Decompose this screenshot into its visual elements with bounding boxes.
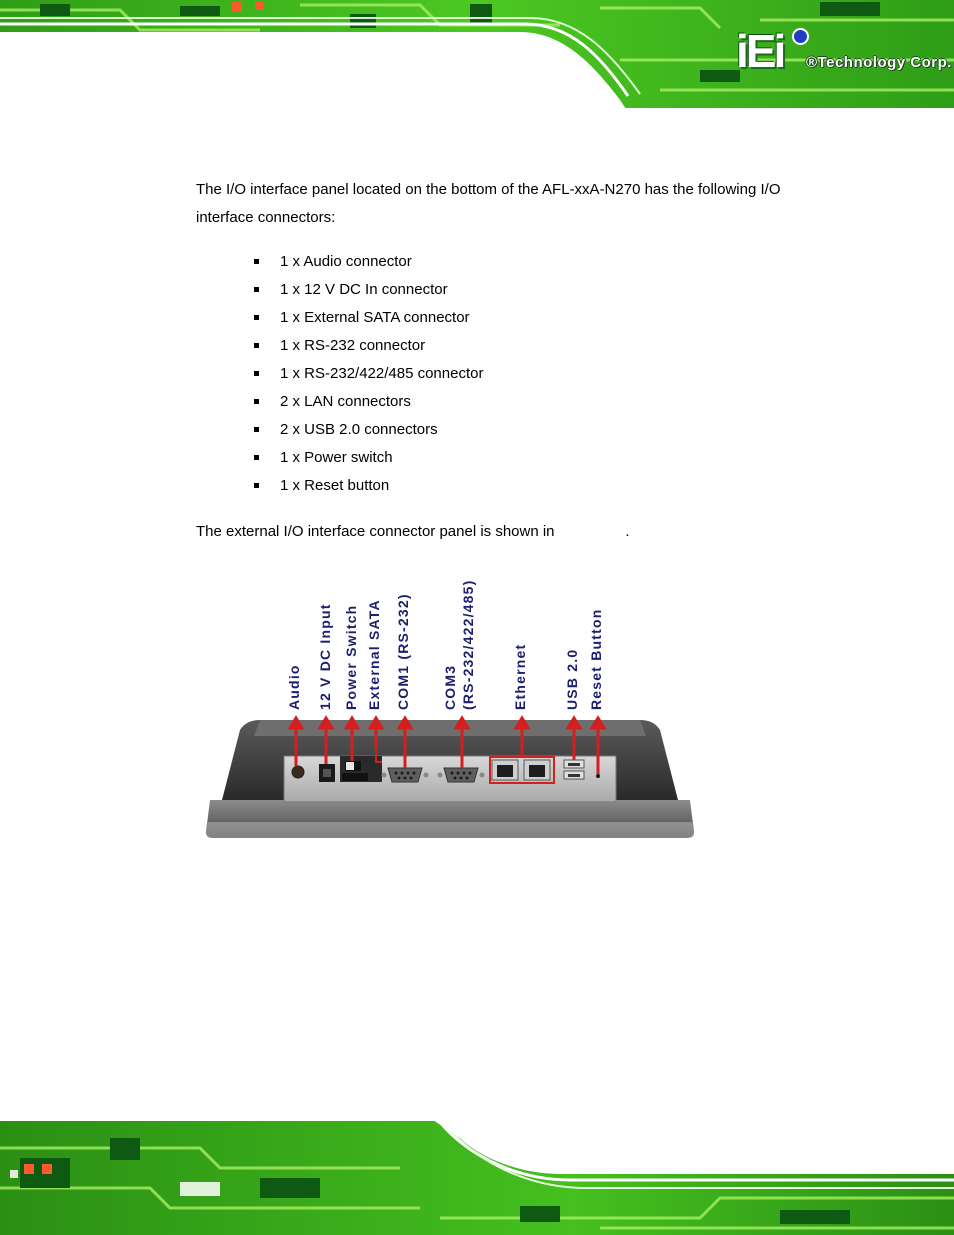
list-item-text: 1 x External SATA connector — [280, 309, 470, 326]
footer-banner — [0, 1118, 954, 1235]
callout-com3: COM3 — [442, 664, 458, 710]
bullet-icon — [254, 371, 259, 376]
logo-dot-icon — [792, 28, 809, 45]
callout-com3-type: (RS-232/422/485) — [460, 579, 476, 710]
bullet-icon — [254, 315, 259, 320]
list-item-text: 1 x RS-232/422/485 connector — [280, 365, 484, 382]
list-item — [252, 308, 483, 336]
panel-note: The external I/O interface connector panel is shown in . — [196, 523, 630, 540]
bullet-icon — [254, 343, 259, 348]
pcb-footer-graphic — [0, 1118, 954, 1235]
intro-paragraph: The I/O interface panel located on the bottom of the AFL-xxA-N270 has the following I/O interface connectors: — [196, 181, 781, 226]
list-item-text: 1 x RS-232 connector — [280, 337, 426, 354]
bullet-icon — [254, 399, 259, 404]
list-item-text: 1 x 12 V DC In connector — [280, 281, 448, 298]
callout-external-sata: External SATA — [366, 599, 382, 710]
list-item-text: 1 x Power switch — [280, 449, 393, 466]
header-banner — [0, 0, 954, 112]
callout-usb: USB 2.0 — [564, 648, 580, 710]
list-item — [252, 364, 483, 392]
callout-power-switch: Power Switch — [343, 604, 359, 710]
list-item — [252, 392, 483, 420]
bullet-icon — [254, 455, 259, 460]
list-item — [252, 476, 483, 504]
logo-mark: iEi — [736, 25, 784, 77]
callout-ethernet: Ethernet — [512, 643, 528, 710]
list-item — [252, 280, 483, 308]
bullet-icon — [254, 483, 259, 488]
callout-dc-input: 12 V DC Input — [317, 603, 333, 710]
list-item-text: 1 x Reset button — [280, 477, 390, 494]
company-logo — [736, 22, 952, 82]
list-item-text: 2 x USB 2.0 connectors — [280, 421, 438, 438]
list-item-text: 2 x LAN connectors — [280, 393, 411, 410]
list-item — [252, 448, 483, 476]
list-item — [252, 420, 483, 448]
list-item — [252, 252, 483, 280]
bullet-icon — [254, 259, 259, 264]
connector-list — [252, 252, 483, 504]
list-item — [252, 336, 483, 364]
bullet-icon — [254, 427, 259, 432]
callout-reset-button: Reset Button — [588, 608, 604, 710]
callout-audio: Audio — [286, 664, 302, 710]
bullet-icon — [254, 287, 259, 292]
callout-com1: COM1 (RS-232) — [395, 593, 411, 710]
logo-text: ®Technology Corp. — [806, 54, 952, 71]
list-item-text: 1 x Audio connector — [280, 253, 412, 270]
io-panel-figure — [200, 560, 700, 850]
